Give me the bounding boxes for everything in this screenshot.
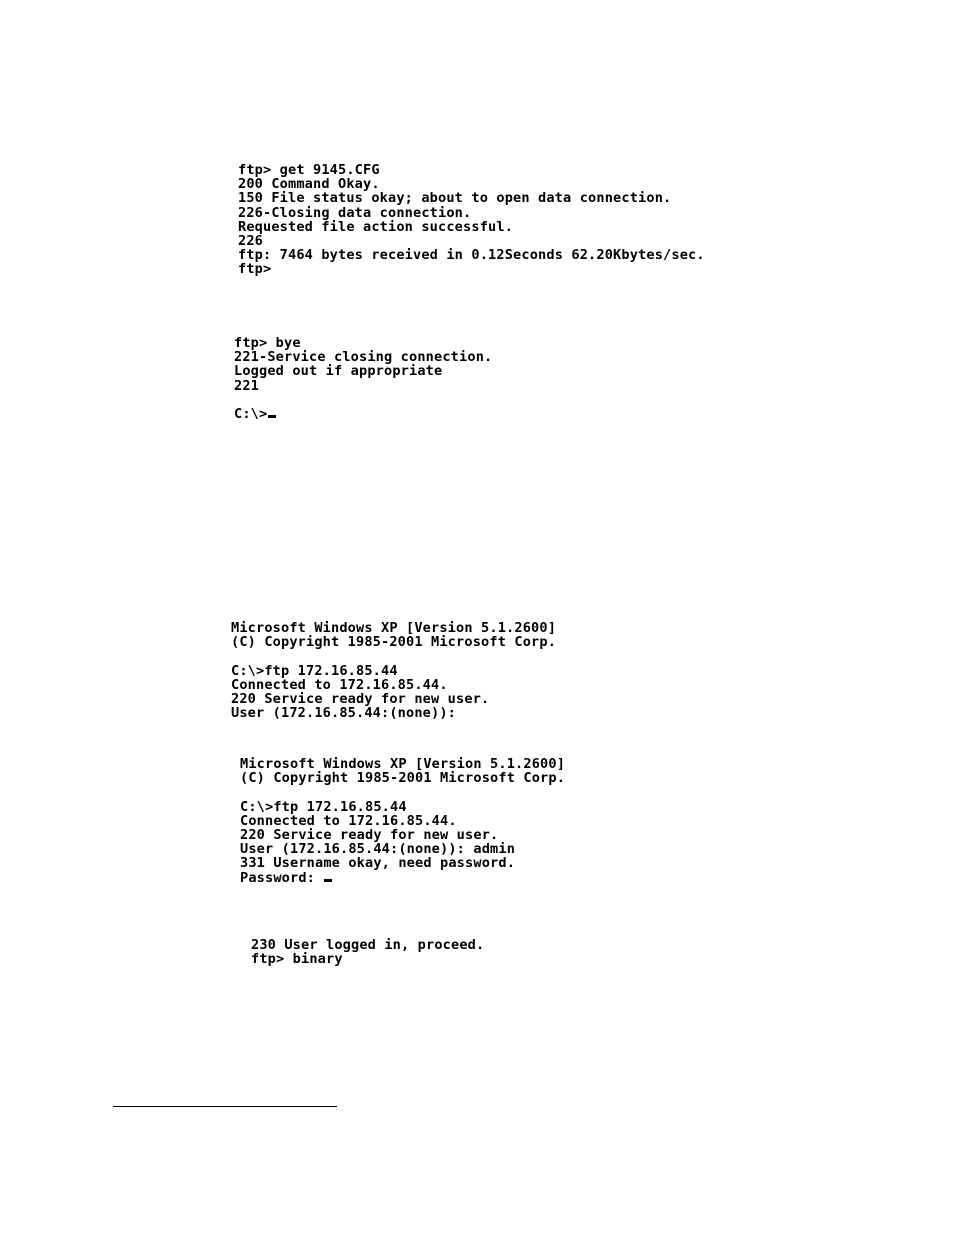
console-binary [251, 938, 484, 966]
console-line: (C) Copyright 1985-2001 Microsoft Corp. [240, 770, 566, 787]
console-line: 230 User logged in, proceed. [251, 937, 485, 953]
password-prompt: Password: [240, 869, 324, 886]
console-line: 220 Service ready for new user. [240, 826, 499, 843]
console-line: 220 Service ready for new user. [231, 690, 490, 707]
console-line: ftp> binary [251, 951, 343, 968]
console-line: ftp> get 9145.CFG [238, 162, 380, 178]
footnote-divider [113, 1106, 337, 1107]
console-line[interactable]: User (172.16.85.44:(none)): [231, 705, 457, 722]
console-line: Connected to 172.16.85.44. [240, 812, 457, 829]
console-line: (C) Copyright 1985-2001 Microsoft Corp. [231, 634, 557, 651]
console-connect [231, 621, 556, 720]
console-line: Logged out if appropriate [234, 363, 443, 380]
console-login [240, 757, 565, 885]
password-prompt-line[interactable] [240, 871, 565, 885]
console-line [231, 649, 556, 663]
console-line: ftp: 7464 bytes received in 0.12Seconds 62.20Kbytes/sec. [238, 247, 705, 264]
console-line: C:\>ftp 172.16.85.44 [231, 662, 398, 679]
console-line [240, 785, 565, 799]
console-line: ftp> bye [234, 335, 301, 351]
console-bye [234, 336, 492, 421]
console-line: 221-Service closing connection. [234, 349, 493, 366]
console-line: 200 Command Okay. [238, 176, 380, 193]
console-line: 226 [238, 232, 264, 249]
console-line: 150 File status okay; about to open data connection. [238, 190, 672, 207]
console-prompt-line [234, 407, 492, 421]
console-line: Connected to 172.16.85.44. [231, 676, 448, 693]
console-line: C:\>ftp 172.16.85.44 [240, 798, 407, 815]
text-cursor [268, 415, 276, 418]
console-line: 331 Username okay, need password. [240, 855, 516, 872]
console-line: 226-Closing data connection. [238, 204, 472, 221]
text-cursor [324, 879, 332, 882]
console-line: 221 [234, 377, 260, 394]
console-line: ftp> [238, 261, 272, 278]
console-line: Microsoft Windows XP [Version 5.1.2600] [231, 620, 557, 636]
console-line: Requested file action successful. [238, 218, 514, 235]
console-get-file [238, 163, 705, 277]
console-prompt: C:\> [234, 405, 268, 422]
console-line: Microsoft Windows XP [Version 5.1.2600] [240, 756, 566, 772]
console-line: User (172.16.85.44:(none)): admin [240, 841, 516, 858]
console-line [234, 393, 492, 407]
